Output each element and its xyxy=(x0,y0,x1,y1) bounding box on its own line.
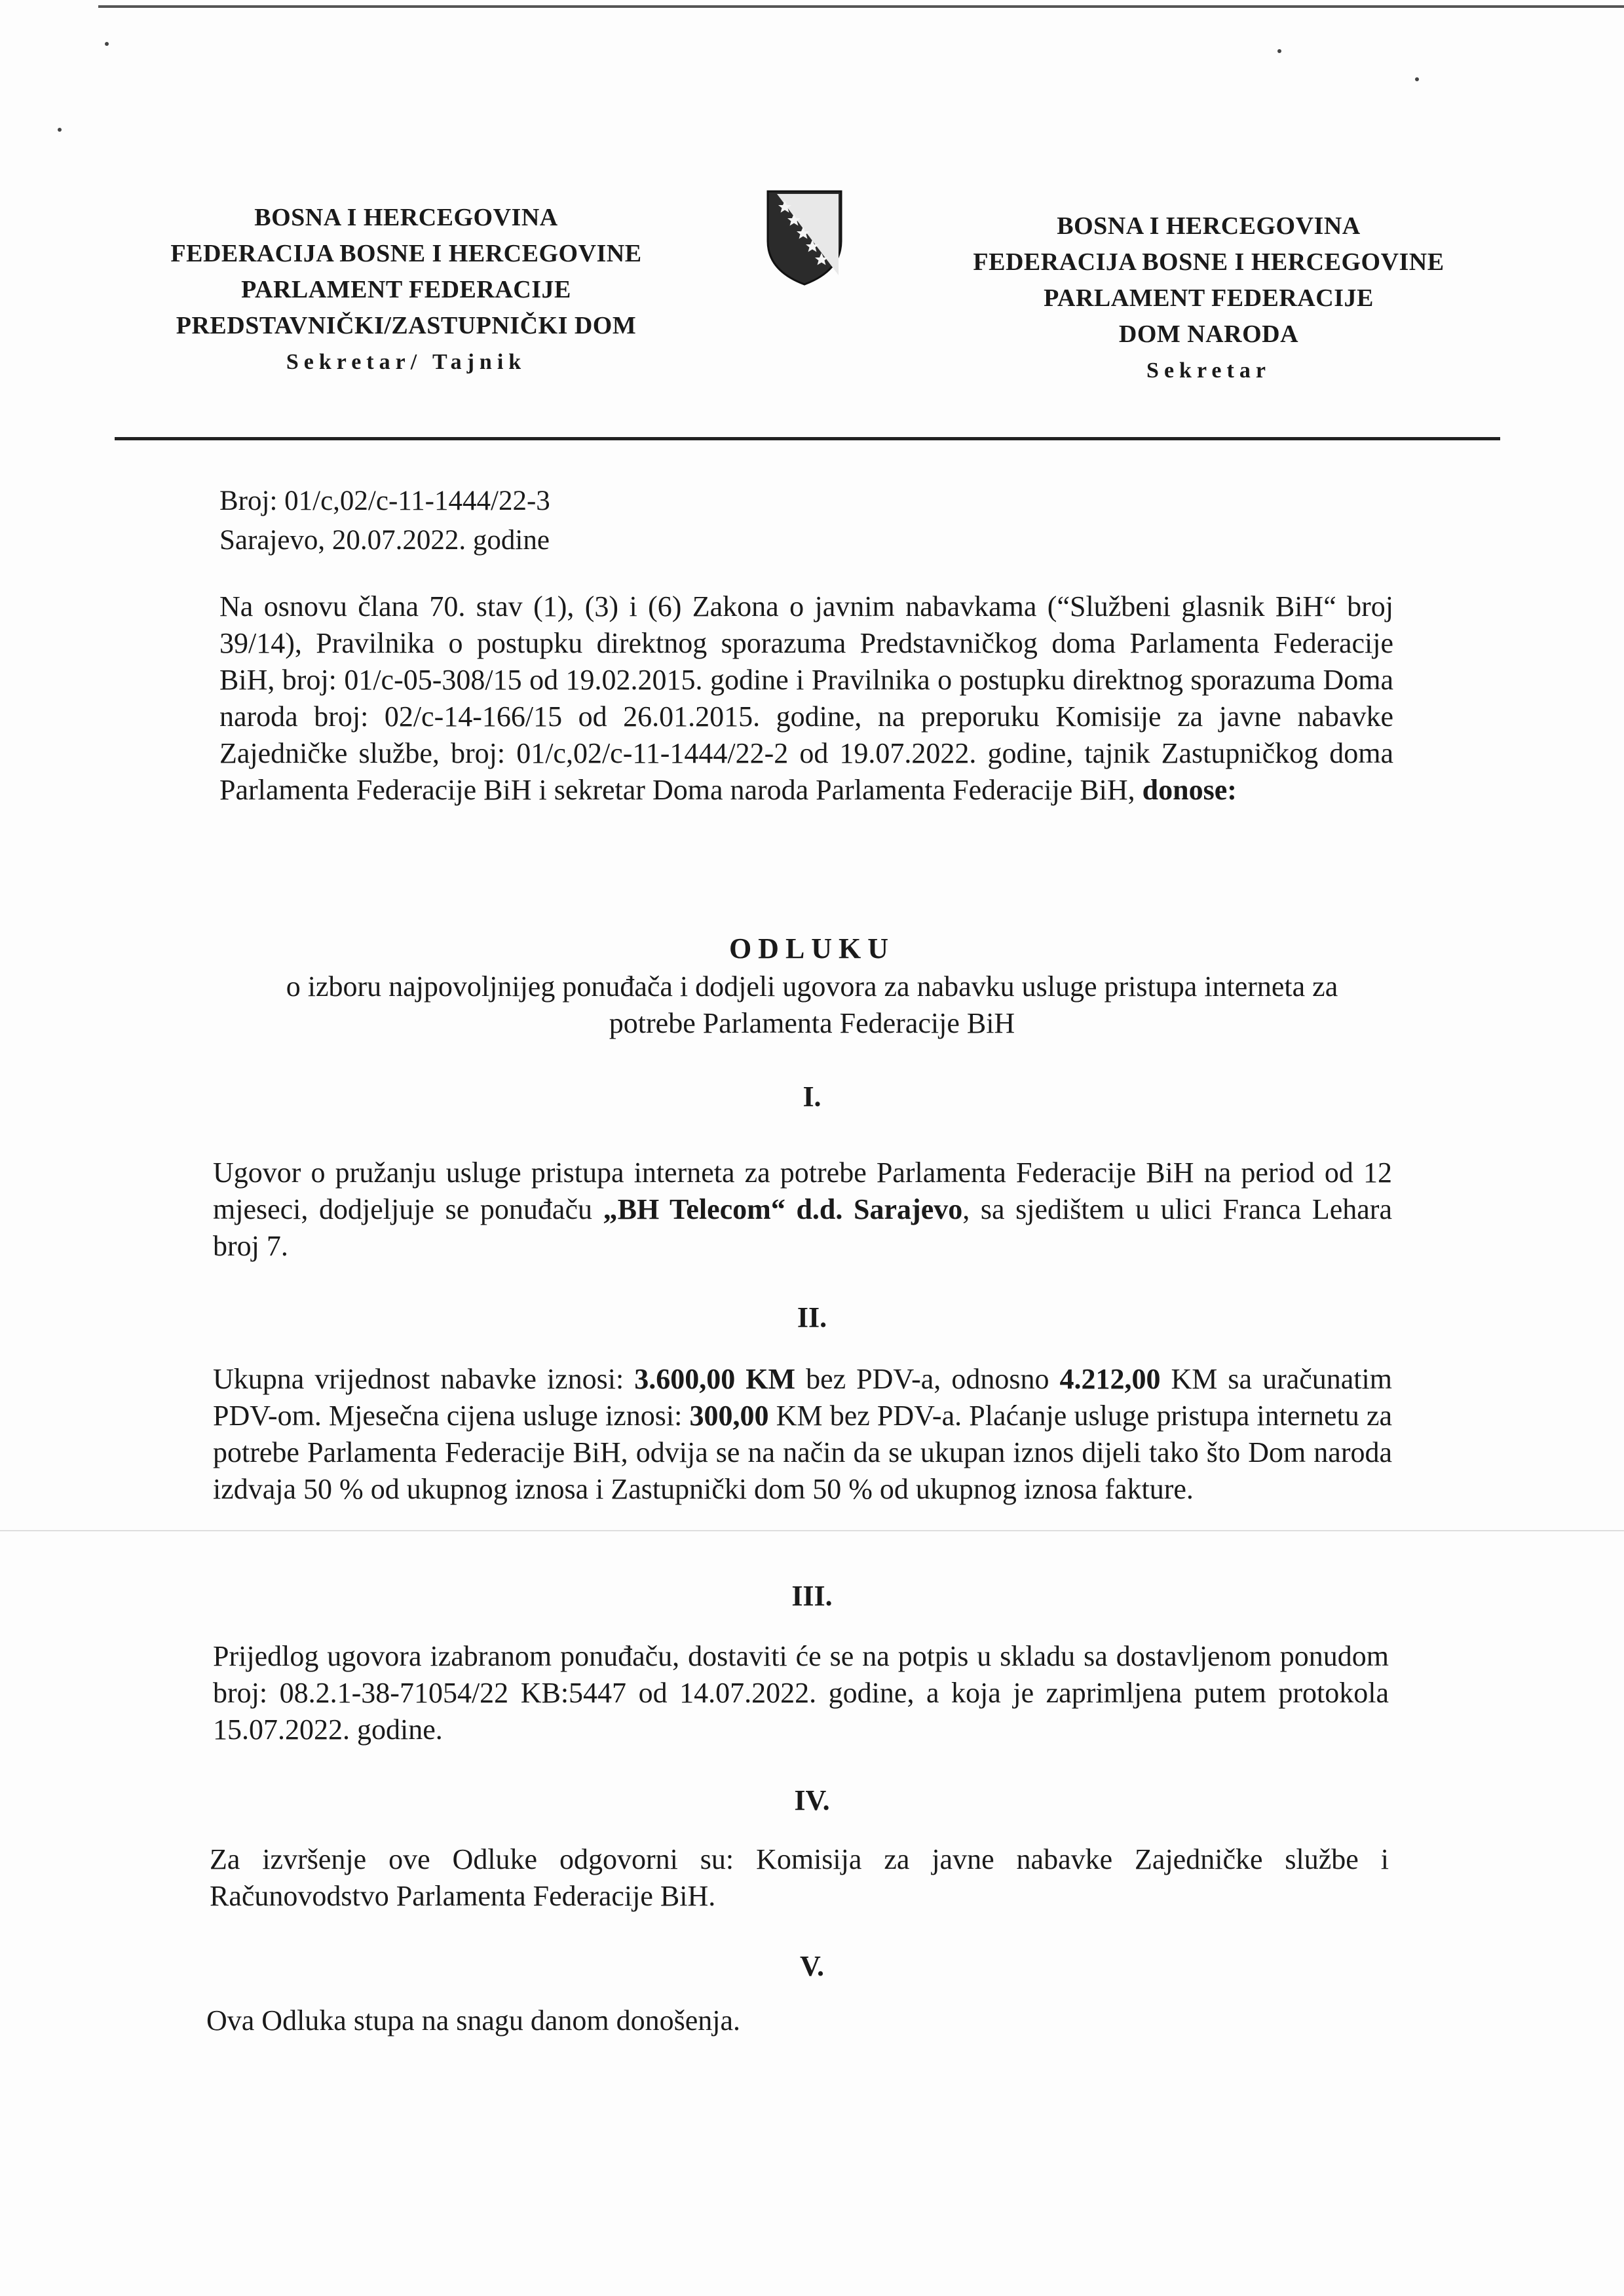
intro-bold-end: donose: xyxy=(1142,774,1237,806)
header-right-line2: FEDERACIJA BOSNE I HERCEGOVINE xyxy=(973,248,1445,276)
section-numeral: III. xyxy=(791,1580,833,1612)
body-text: , sa sjedištem u ulici Franca Lehara broj 7. xyxy=(213,1193,1392,1262)
body-text: KM bez PDV-a. Plaćanje usluge pristupa internetu za potrebe Parlamenta Federacije BiH, odvija se na način da se ukupan iznos dijeli tako što Dom naroda izdvaja 50 % od ukupnog iznosa i Zastupnički dom 50 % od ukupnog iznosa fakture. xyxy=(213,1400,1393,1505)
header-right-line4: DOM NARODA xyxy=(1118,320,1299,348)
header-left-line3: PARLAMENT FEDERACIJE xyxy=(241,276,571,303)
section-body xyxy=(213,1361,1392,1508)
header-left-line5: Sekretar/ Tajnik xyxy=(286,350,527,374)
body-text: Ukupna vrijednost nabavke iznosi: xyxy=(213,1363,635,1395)
intro-text: Na osnovu člana 70. stav (1), (3) i (6) Zakona o javnim nabavkama (“Službeni glasnik BiH“ broj 39/14), Pravilnika o postupku direktnog sporazuma Predstavničkog doma Parlamenta Federacije BiH, broj: 01/c-05-308/15 od 19.02.2015. godine i Pravilnika o postupku direktnog sporazuma Doma naroda broj: 02/c-14-166/15 od 26.01.2015. godine, na preporuku Komisije za javne nabavke Zajedničke službe, broj: 01/c,02/c-11-1444/22-2 od 19.07.2022. godine, tajnik Zastupničkog doma Parlamenta Federacije BiH i sekretar Doma naroda Parlamenta Federacije BiH, xyxy=(219,590,1393,806)
section-body xyxy=(213,1155,1392,1265)
scan-speck xyxy=(1277,49,1281,53)
decision-title: ODLUKU xyxy=(728,932,896,965)
bold-text: „BH Telecom“ d.d. Sarajevo xyxy=(603,1193,963,1225)
header-right xyxy=(950,208,1467,389)
body-text: KM sa uračunatim PDV-om. Mjesečna cijena usluge iznosi: xyxy=(213,1363,1392,1432)
scan-speck xyxy=(1415,77,1419,81)
coat-of-arms-icon xyxy=(765,189,844,287)
scan-fold-line xyxy=(0,1530,1624,1531)
scan-speck xyxy=(105,42,109,46)
header-left xyxy=(151,200,662,380)
decision-subtitle xyxy=(0,968,1624,1042)
header-left-line1: BOSNA I HERCEGOVINA xyxy=(254,204,558,231)
header-divider xyxy=(115,437,1500,440)
section-numeral: I. xyxy=(803,1081,821,1113)
scan-top-edge xyxy=(98,5,1624,8)
header-right-line3: PARLAMENT FEDERACIJE xyxy=(1044,284,1374,312)
section-numeral: IV. xyxy=(794,1784,830,1816)
decision-subtitle-line1: o izboru najpovoljnijeg ponuđača i dodjeli ugovora za nabavku usluge pristupa interneta za xyxy=(286,970,1338,1003)
body-text: Prijedlog ugovora izabranom ponuđaču, dostaviti će se na potpis u skladu sa dostavljenom ponudom broj: 08.2.1-38-71054/22 KB:5447 od 14.07.2022. godine, a koja je zaprimljena putem protokola 15.07.2022. godine. xyxy=(213,1640,1389,1746)
intro-paragraph xyxy=(219,588,1393,809)
scan-speck xyxy=(58,128,62,132)
section-body xyxy=(213,1638,1389,1748)
decision-subtitle-line2: potrebe Parlamenta Federacije BiH xyxy=(609,1007,1015,1039)
bold-text: 3.600,00 KM xyxy=(634,1363,796,1395)
bold-text: 4.212,00 xyxy=(1059,1363,1161,1395)
header-right-line1: BOSNA I HERCEGOVINA xyxy=(1057,212,1361,240)
body-text: Ugovor o pružanju usluge pristupa interneta za potrebe Parlamenta Federacije BiH na period od 12 mjeseci, dodjeljuje se ponuđaču xyxy=(213,1157,1392,1225)
document-date: Sarajevo, 20.07.2022. godine xyxy=(219,525,550,556)
section-numeral: II. xyxy=(797,1301,827,1333)
body-text: Ova Odluka stupa na snagu danom donošenja. xyxy=(206,2004,741,2037)
document-meta xyxy=(219,482,550,560)
body-text: Za izvršenje ove Odluke odgovorni su: Komisija za javne nabavke Zajedničke službe i Računovodstvo Parlamenta Federacije BiH. xyxy=(210,1843,1389,1912)
section-numeral: V. xyxy=(799,1950,825,1982)
section-body xyxy=(206,2002,1386,2039)
bold-text: 300,00 xyxy=(689,1400,769,1432)
header-left-line2: FEDERACIJA BOSNE I HERCEGOVINE xyxy=(170,240,642,267)
section-body xyxy=(210,1841,1389,1915)
reference-number: Broj: 01/c,02/c-11-1444/22-3 xyxy=(219,486,550,516)
header-right-line5: Sekretar xyxy=(1146,358,1271,383)
header-left-line4: PREDSTAVNIČKI/ZASTUPNIČKI DOM xyxy=(176,312,637,339)
body-text: bez PDV-a, odnosno xyxy=(795,1363,1060,1395)
